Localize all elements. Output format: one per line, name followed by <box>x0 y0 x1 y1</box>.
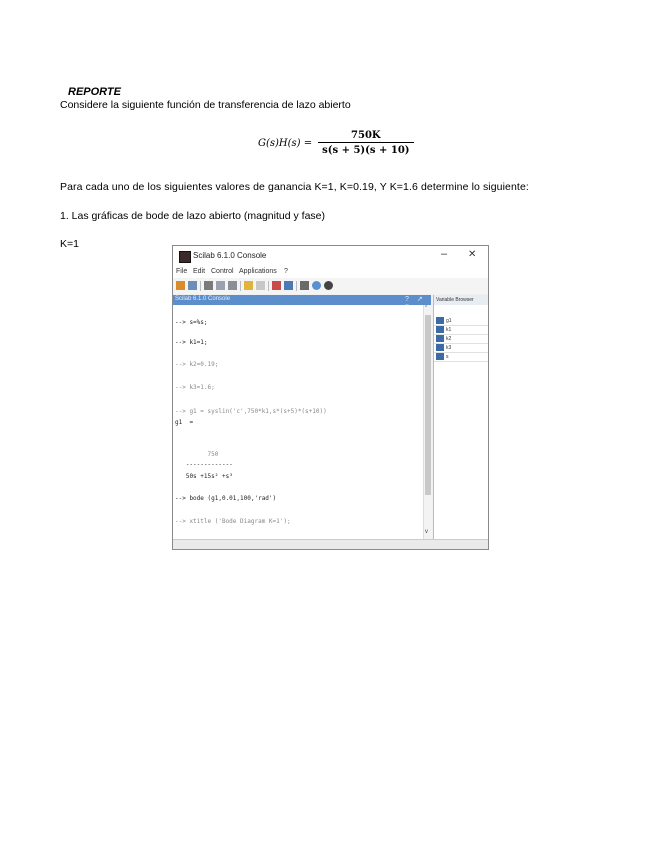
console-line: --> bode (g1,0.01,100,'rad') <box>175 495 277 502</box>
menu-edit[interactable]: Edit <box>193 268 206 275</box>
variable-row[interactable] <box>434 317 489 326</box>
close-icon[interactable]: ✕ <box>468 249 477 260</box>
demos-icon[interactable] <box>324 281 333 290</box>
formula-fraction <box>318 130 413 156</box>
variable-name: s <box>446 354 449 360</box>
intro-text: Considere la siguiente función de transferencia de lazo abierto <box>60 99 351 111</box>
menu-control[interactable]: Control <box>211 268 234 275</box>
report-heading: REPORTE <box>68 86 121 98</box>
console-panel-controls[interactable]: ? ↗ <box>405 296 426 303</box>
formula-lhs: G(s)H(s) = <box>258 137 313 149</box>
xcos-icon[interactable] <box>284 281 293 290</box>
k-label: K=1 <box>60 238 79 250</box>
menubar <box>173 266 488 278</box>
menu-applications[interactable]: Applications <box>239 268 277 275</box>
variable-row[interactable] <box>434 335 489 344</box>
help-icon[interactable] <box>312 281 321 290</box>
variable-row[interactable] <box>434 326 489 335</box>
console-panel-title: Scilab 6.1.0 Console <box>175 296 231 302</box>
console-output[interactable] <box>173 305 423 539</box>
console-line: 750 <box>175 451 219 458</box>
scilab-app-icon <box>179 251 191 263</box>
console-line: --> s=%s; <box>175 319 208 326</box>
menu-help[interactable]: ? <box>284 268 288 275</box>
transfer-function-formula <box>258 130 414 156</box>
window-titlebar <box>173 246 488 266</box>
cut-icon[interactable] <box>204 281 213 290</box>
formula-numerator: 750K <box>351 130 381 141</box>
variable-name: k1 <box>446 327 452 333</box>
list-item-1: 1. Las gráficas de bode de lazo abierto (magnitud y fase) <box>60 210 325 222</box>
toolbar-separator <box>296 281 297 291</box>
new-script-icon[interactable] <box>176 281 185 290</box>
variable-browser-header: Variable Browser <box>434 295 489 305</box>
gain-values-paragraph: Para cada uno de los siguientes valores de ganancia K=1, K=0.19, Y K=1.6 determine lo siguiente: <box>60 181 529 193</box>
print-icon[interactable] <box>256 281 265 290</box>
toolbar-separator <box>268 281 269 291</box>
variable-browser-panel <box>433 295 489 539</box>
console-line: g1 = <box>175 419 194 426</box>
scroll-up-icon[interactable]: ^ <box>425 305 428 311</box>
scilab-console-screenshot <box>172 245 489 550</box>
variable-name: k2 <box>446 336 452 342</box>
variable-icon <box>436 344 444 351</box>
variable-icon <box>436 326 444 333</box>
paste-icon[interactable] <box>228 281 237 290</box>
toolbar-separator <box>200 281 201 291</box>
variable-icon <box>436 335 444 342</box>
console-line: --> xtitle ('Bode Diagram K=1'); <box>175 518 291 525</box>
menu-file[interactable]: File <box>176 268 188 275</box>
status-bar <box>173 539 488 550</box>
console-line: --> g1 = syslin('c',750*k1,s*(s+5)*(s+10)) <box>175 408 327 415</box>
copy-icon[interactable] <box>216 281 225 290</box>
toolbar <box>173 278 488 294</box>
console-line: --> k1=1; <box>175 339 208 346</box>
variable-name: k3 <box>446 345 452 351</box>
sciNotes-icon[interactable] <box>272 281 281 290</box>
scrollbar-thumb[interactable] <box>425 315 431 495</box>
open-file-icon[interactable] <box>188 281 197 290</box>
console-line: ------------- <box>175 461 233 468</box>
folder-icon[interactable] <box>244 281 253 290</box>
toolbar-separator <box>240 281 241 291</box>
variable-row[interactable] <box>434 344 489 353</box>
scroll-down-icon[interactable]: v <box>425 529 428 535</box>
console-line: 50s +15s² +s³ <box>175 473 233 480</box>
variable-icon <box>436 353 444 360</box>
window-title: Scilab 6.1.0 Console <box>193 251 267 260</box>
variable-icon <box>436 317 444 324</box>
variable-name: g1 <box>446 318 452 324</box>
console-scrollbar[interactable] <box>423 305 432 539</box>
console-line: --> k3=1.6; <box>175 384 215 391</box>
variable-row[interactable] <box>434 353 489 362</box>
tools-icon[interactable] <box>300 281 309 290</box>
minimize-icon[interactable]: – <box>441 248 448 260</box>
formula-denominator: s(s + 5)(s + 10) <box>318 142 413 156</box>
console-panel-header <box>173 295 431 305</box>
console-line: --> k2=0.19; <box>175 361 219 368</box>
